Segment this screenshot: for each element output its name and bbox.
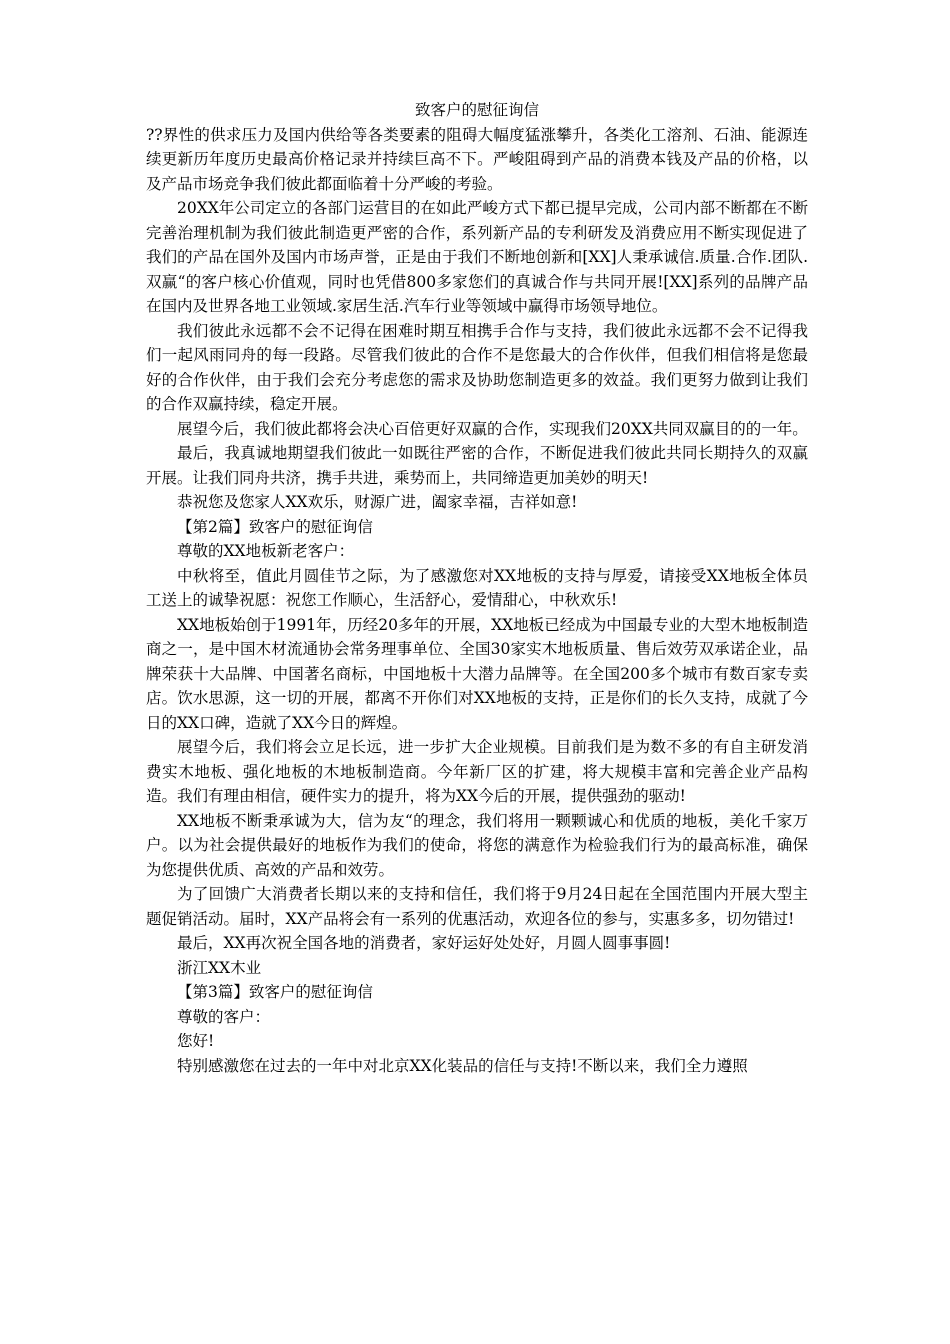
paragraph: 您好! — [177, 1032, 215, 1050]
paragraph: 最后，我真诚地期望我们彼此一如既往严密的合作，不断促进我们彼此共同长期持久的双赢开展。让我们同舟共济，携手共进，乘势而上，共同缔造更加美妙的明天! — [146, 444, 808, 487]
paragraph: ??界性的供求压力及国内供给等各类要素的阻碍大幅度猛涨攀升，各类化工溶剂、石油、能源连续更新历年度历史最高价格记录并持续巨高不下。严峻阻碍到产品的消费本钱及产品的价格，以及产品市场竞争我们彼此都面临着十分严峻的考验。 — [146, 125, 808, 193]
paragraph: 我们彼此永远都不会不记得在困难时期互相携手合作与支持，我们彼此永远都不会不记得我们一起风雨同舟的每一段路。尽管我们彼此的合作不是您最大的合作伙伴，但我们相信将是您最好的合作伙伴，由于我们会充分考虑您的需求及协助您制造更多的效益。我们更努力做到让我们的合作双赢持续，稳定开展。 — [146, 321, 808, 413]
paragraph: 展望今后，我们彼此都将会决心百倍更好双赢的合作，实现我们20XX共同双赢目的的一年。 — [177, 419, 808, 438]
paragraph: 浙江XX木业 — [177, 958, 262, 977]
document-title: 致客户的慰征询信 — [414, 101, 539, 119]
paragraph: 特别感激您在过去的一年中对北京XX化装品的信任与支持!不断以来，我们全力遵照 — [177, 1056, 748, 1075]
paragraph: 20XX年公司定立的各部门运营目的在如此严峻方式下都已提早完成，公司内部不断都在不断完善治理机制为我们彼此制造更严密的合作，系列新产品的专利研发及消费应用不断实现促进了我们的产品在国外及国内市场声誉，正是由于我们不断地创新和[XX]人秉承诚信.质量.合作.团队.双赢“的客户核心价值观，同时也凭借800多家您们的真诚合作与共同开展![XX]系列的品牌产品在国内及世界各地工业领域.家居生活.汽车行业等领域中赢得市场领导地位。 — [146, 199, 808, 315]
paragraph: 为了回馈广大消费者长期以来的支持和信任，我们将于9月24日起在全国范围内开展大型主题促销活动。届时，XX产品将会有一系列的优惠活动，欢迎各位的参与，实惠多多，切勿错过! — [146, 885, 808, 928]
paragraph: XX地板不断秉承诚为大，信为友“的理念，我们将用一颗颗诚心和优质的地板，美化千家万户。以为社会提供最好的地板作为我们的使命，将您的满意作为检验我们行为的最高标准，确保为您提供优质、高效的产品和效劳。 — [146, 811, 808, 879]
paragraph: 展望今后，我们将会立足长远，进一步扩大企业规模。目前我们是为数不多的有自主研发消费实木地板、强化地板的木地板制造商。今年新厂区的扩建，将大规模丰富和完善企业产品构造。我们有理由相信，硬件实力的提升，将为XX今后的开展，提供强劲的驱动! — [146, 738, 808, 805]
document-page — [146, 98, 808, 1078]
paragraph: XX地板始创于1991年，历经20多年的开展，XX地板已经成为中国最专业的大型木地板制造商之一，是中国木材流通协会常务理事单位、全国30家实木地板质量、售后效劳双承诺企业，品牌荣获十大品牌、中国著名商标，中国地板十大潜力品牌等。在全国200多个城市有数百家专卖店。饮水思源，这一切的开展，都离不开你们对XX地板的支持，正是你们的长久支持，成就了今日的XX口碑，造就了XX今日的辉煌。 — [146, 615, 808, 732]
paragraph: 恭祝您及您家人XX欢乐，财源广进，阖家幸福，吉祥如意! — [177, 493, 578, 511]
paragraph: 【第3篇】致客户的慰征询信 — [177, 983, 373, 1001]
paragraph: 中秋将至，值此月圆佳节之际，为了感激您对XX地板的支持与厚爱，请接受XX地板全体员工送上的诚挚祝愿：祝您工作顺心，生活舒心，爱情甜心，中秋欢乐! — [146, 566, 808, 609]
paragraph: 尊敬的客户： — [177, 1007, 271, 1026]
document-body — [146, 123, 808, 1079]
paragraph: 【第2篇】致客户的慰征询信 — [177, 517, 373, 536]
paragraph: 最后，XX再次祝全国各地的消费者，家好运好处处好，月圆人圆事事圆! — [177, 934, 671, 952]
paragraph: 尊敬的XX地板新老客户： — [177, 542, 355, 560]
